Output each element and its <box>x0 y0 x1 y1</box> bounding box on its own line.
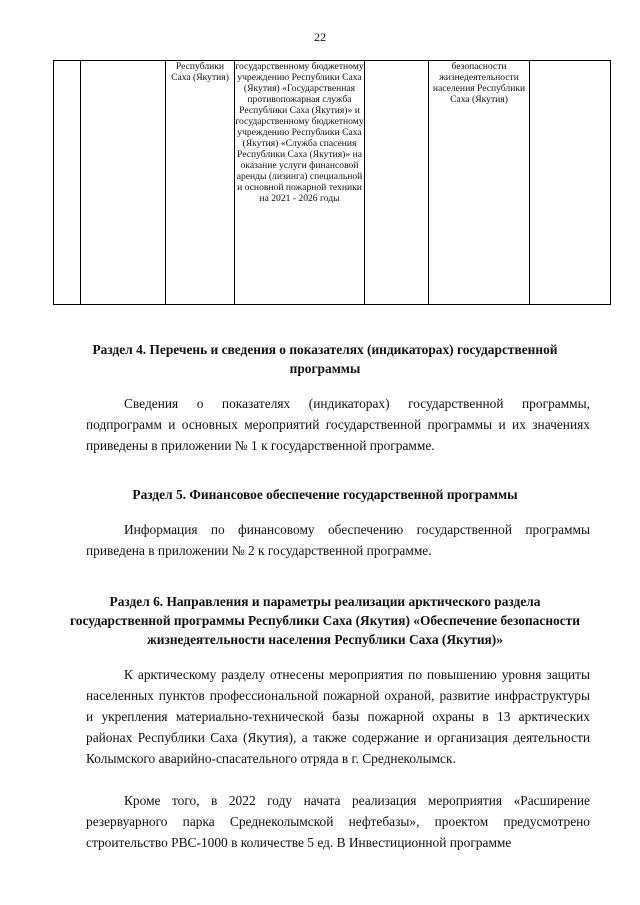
section-6-paragraph-1: К арктическому разделу отнесены мероприятия по повышению уровня защиты населенных пунктов профессиональной пожарной охраной, развитие инфраструктуры и укрепления материально-технической базы пожарной охраны в 13 арктических районах Республики Саха (Якутия), а также содержание и организация деятельности Колымского аварийно-спасательного отряда в г. Среднеколымск. <box>86 667 590 766</box>
section-6-paragraph-2: Кроме того, в 2022 году начата реализация мероприятия «Расширение резервуарного парка Среднеколымской нефтебазы», проектом предусмотрено строительство РВС-1000 в количестве 5 ед. В Инвестиционной программе <box>86 793 590 850</box>
table-cell-description: государственному бюджетному учреждению Республики Саха (Якутия) «Государственная противопожарная служба Республики Саха (Якутия)» и государственному бюджетному учреждению Республики Саха (Якутия) «Служба спасения Республики Саха (Якутия)» на оказание услуги финансовой аренды (лизинга) специальной и основной пожарной техники на 2021 - 2026 годы <box>235 61 365 305</box>
continuation-table <box>53 60 611 305</box>
section-5-heading: Раздел 5. Финансовое обеспечение государственной программы <box>132 487 518 502</box>
table-cell-empty <box>81 61 166 305</box>
table-row <box>54 61 611 305</box>
section-4-heading: Раздел 4. Перечень и сведения о показателях (индикаторах) государственной программы <box>92 342 558 376</box>
table-cell-region: Республики Саха (Якутия) <box>166 61 235 305</box>
table-cell-purpose: безопасности жизнедеятельности населения Республики Саха (Якутия) <box>429 61 530 305</box>
section-5-text: Информация по финансовому обеспечению государственной программы приведена в приложении № 2 к государственной программе. <box>86 522 590 558</box>
page-number: 22 <box>314 30 326 44</box>
table-cell-empty-3 <box>530 61 611 305</box>
section-6-heading: Раздел 6. Направления и параметры реализации арктического раздела государственной программы Республики Саха (Якутия) «Обеспечение безопасности жизнедеятельности населения Республики Саха (Якутия)» <box>70 594 580 647</box>
section-4-text: Сведения о показателях (индикаторах) государственной программы, подпрограмм и основных мероприятий государственной программы и их значениях приведены в приложении № 1 к государственной программе. <box>86 396 590 453</box>
table-cell-empty-2 <box>365 61 429 305</box>
table-cell-number <box>54 61 81 305</box>
